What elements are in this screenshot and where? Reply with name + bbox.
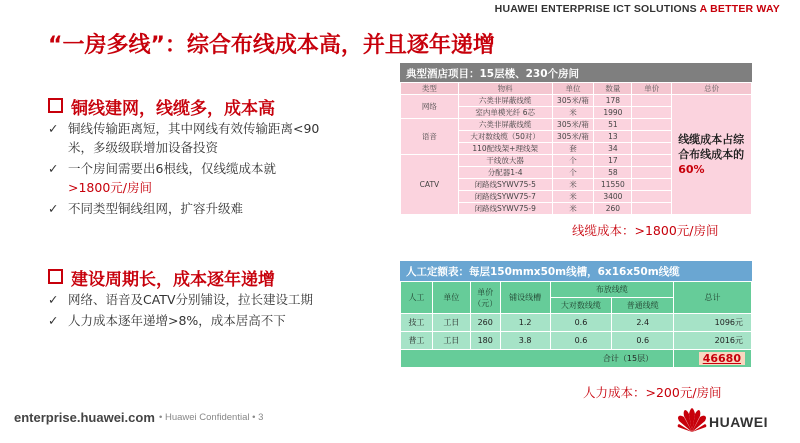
material-cost-table [400,63,752,215]
cell: 普工 [401,332,433,350]
cell: 178 [594,95,632,107]
huawei-wordmark: HUAWEI [709,414,768,430]
bullet-item [48,290,343,309]
cell: 110配线架+理线架 [458,143,552,155]
bullet-item [48,119,343,157]
bullet-text: 不同类型铜线组网，扩容升级难 [68,201,244,216]
check-icon: ✓ [48,201,59,216]
bullet-item [48,311,343,330]
cell: 51 [594,119,632,131]
cell [632,107,672,119]
cell: 个 [552,155,594,167]
cell: 305米/箱 [552,131,594,143]
type-cell: CATV [401,155,459,215]
cell: 180 [470,332,500,350]
cell: 13 [594,131,632,143]
cell [632,131,672,143]
bullet-text: 一个房间需要出6根线，仅线缆成本就 [68,161,276,176]
labor-cost-label: 人力成本：>200元/房间 [583,385,722,400]
bullet-highlight: >1800元/房间 [68,180,152,195]
cell: 分配器1-4 [458,167,552,179]
cell: 技工 [401,314,433,332]
cell [632,143,672,155]
sum-row [401,350,752,368]
cell: 305米/箱 [552,119,594,131]
square-bullet-icon [48,98,63,113]
labor-table [400,281,752,368]
cell [632,179,672,191]
cell: 260 [470,314,500,332]
labor-cost-table [400,261,752,368]
section1-title [48,94,275,119]
col-header: 物料 [458,83,552,95]
cell [632,167,672,179]
cell: 米 [552,191,594,203]
page-title: “一房多线”：综合布线成本高，并且逐年递增 [48,33,495,58]
type-cell: 网络 [401,95,459,119]
note-text: 线缆成本占综合布线成本的 [678,133,745,161]
bullet-text: 人力成本逐年递增>8%，成本居高不下 [68,313,286,328]
section2-bullets [48,290,343,332]
cell [632,203,672,215]
brand-accent: A BETTER WAY [699,3,780,15]
cell: 室内单模光纤 6芯 [458,107,552,119]
cell: 闭路线SYWV75-9 [458,203,552,215]
cell: 工日 [432,314,470,332]
cell: 3.8 [500,332,550,350]
col-header: 总价 [672,83,752,95]
col-header: 单位 [552,83,594,95]
col-header: 单位 [432,282,470,314]
cell [632,191,672,203]
cell: 58 [594,167,632,179]
cell: 大对数线缆（50对） [458,131,552,143]
table-row [401,314,752,332]
huawei-logo [676,404,786,438]
col-header: 总计 [674,282,752,314]
bullet-text: 铜线传输距离短，其中网线有效传输距离<90米，多级级联增加设备投资 [68,121,320,155]
cell [632,155,672,167]
brand-main: HUAWEI ENTERPRISE ICT SOLUTIONS [494,3,700,15]
section2-title-text: 建设周期长，成本逐年递增 [71,270,275,290]
cell: 0.6 [550,314,612,332]
cell: 17 [594,155,632,167]
cell: 1990 [594,107,632,119]
section1-title-text: 铜线建网，线缆多，成本高 [71,99,275,119]
col-header: 布放线缆 [550,282,674,298]
footer-confidential: • Huawei Confidential • 3 [159,412,264,423]
material-table [400,82,752,215]
cell: 闭路线SYWV75-5 [458,179,552,191]
section1-bullets [48,119,343,220]
section2-title [48,265,275,290]
col-header: 类型 [401,83,459,95]
bullet-item [48,159,343,197]
cost-share-note [672,95,752,215]
brand-slogan [495,3,780,15]
sum-value: 46680 [699,352,745,365]
cell: 闭路线SYWV75-7 [458,191,552,203]
cell: 260 [594,203,632,215]
cell: 0.6 [550,332,612,350]
cell: 个 [552,167,594,179]
cell [632,95,672,107]
cable-cost-label: 线缆成本：>1800元/房间 [572,223,719,238]
cell: 米 [552,203,594,215]
col-header: 普通线缆 [612,298,674,314]
cell: 305米/箱 [552,95,594,107]
note-percent: 60% [678,163,705,176]
cell: 米 [552,107,594,119]
cell: 工日 [432,332,470,350]
footer [0,400,800,443]
material-table-title: 典型酒店项目：15层楼、230个房间 [400,63,752,82]
table-row [401,95,752,107]
cell: 0.6 [612,332,674,350]
cell: 3400 [594,191,632,203]
col-header: 单价（元） [470,282,500,314]
footer-url: enterprise.huawei.com [14,410,155,425]
bullet-text: 网络、语音及CATV分别铺设，拉长建设工期 [68,292,313,307]
cell: 2016元 [674,332,752,350]
type-cell: 语音 [401,119,459,155]
top-banner [0,0,800,18]
cell: 1.2 [500,314,550,332]
cell: 六类非屏蔽线缆 [458,119,552,131]
cell: 2.4 [612,314,674,332]
square-bullet-icon [48,269,63,284]
cell: 11550 [594,179,632,191]
check-icon: ✓ [48,313,59,328]
labor-table-title: 人工定额表：每层150mmx50m线槽，6x16x50m线缆 [400,261,752,281]
col-header: 大对数线缆 [550,298,612,314]
cell: 1096元 [674,314,752,332]
cell: 六类非屏蔽线缆 [458,95,552,107]
cell: 米 [552,179,594,191]
check-icon: ✓ [48,161,59,176]
col-header: 数量 [594,83,632,95]
cell [632,119,672,131]
cell: 干线放大器 [458,155,552,167]
table-row [401,332,752,350]
bullet-item [48,199,343,218]
sum-label: 合计（15层） [401,350,674,368]
cell: 34 [594,143,632,155]
col-header: 单价 [632,83,672,95]
col-header: 铺设线槽 [500,282,550,314]
sum-cell [674,350,752,368]
cell: 套 [552,143,594,155]
huawei-flower-icon [676,404,708,436]
check-icon: ✓ [48,121,59,136]
check-icon: ✓ [48,292,59,307]
col-header: 人工 [401,282,433,314]
